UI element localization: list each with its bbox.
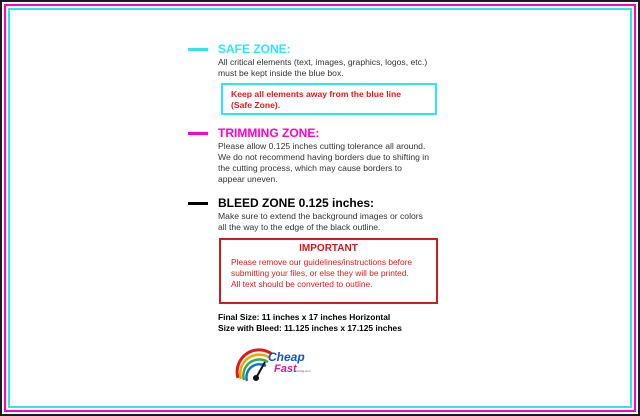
- important-line-3: All text should be converted to outline.: [231, 279, 373, 289]
- trimming-zone-title: TRIMMING ZONE:: [218, 126, 320, 140]
- safe-callout-line-1: Keep all elements away from the blue line: [231, 89, 402, 99]
- trimming-zone-description: [218, 141, 478, 185]
- important-line-1: Please remove our guidelines/instructions before: [231, 257, 413, 267]
- trimming-line-4: appear uneven.: [218, 174, 278, 184]
- bleed-zone-swatch: [188, 202, 208, 205]
- logo-tagline: Printing.com: [294, 369, 311, 373]
- final-size: Final Size: 11 inches x 17 inches Horizontal: [218, 312, 391, 322]
- safe-zone-section: [218, 42, 478, 79]
- bleed-line-1: Make sure to extend the background images or colors: [218, 211, 423, 221]
- important-title: IMPORTANT: [299, 243, 358, 254]
- size-info: [218, 312, 402, 334]
- logo-needle-hub: [253, 375, 259, 381]
- safe-zone-description: [218, 57, 478, 79]
- bleed-zone-description: [218, 211, 478, 233]
- safe-zone-swatch: [188, 48, 208, 51]
- trimming-zone-swatch: [188, 132, 208, 135]
- important-body: [231, 257, 426, 290]
- important-line-2: submitting your files, or else they will be printed.: [231, 268, 409, 278]
- safe-zone-line-2: must be kept inside the blue box.: [218, 68, 344, 78]
- safe-zone-title: SAFE ZONE:: [218, 42, 291, 56]
- trimming-zone-section: [218, 126, 478, 185]
- bleed-line-2: all the way to the edge of the black outline.: [218, 222, 381, 232]
- cheap-fast-logo: [232, 340, 322, 384]
- logo-word-fast: Fast: [274, 363, 297, 375]
- safe-zone-callout: [221, 83, 437, 115]
- safe-zone-line-1: All critical elements (text, images, graphics, logos, etc.): [218, 57, 428, 67]
- important-notice: [219, 238, 438, 304]
- bleed-zone-title: BLEED ZONE 0.125 inches:: [218, 196, 375, 210]
- trimming-line-1: Please allow 0.125 inches cutting tolerance all around.: [218, 141, 426, 151]
- trimming-line-3: the cutting process, which may cause borders to: [218, 163, 402, 173]
- size-with-bleed: Size with Bleed: 11.125 inches x 17.125 inches: [218, 323, 402, 333]
- bleed-zone-section: [218, 196, 478, 233]
- safe-callout-line-2: (Safe Zone).: [231, 100, 281, 110]
- logo-word-cheap: Cheap: [268, 350, 305, 364]
- trimming-line-2: We do not recommend having borders due to shifting in: [218, 152, 429, 162]
